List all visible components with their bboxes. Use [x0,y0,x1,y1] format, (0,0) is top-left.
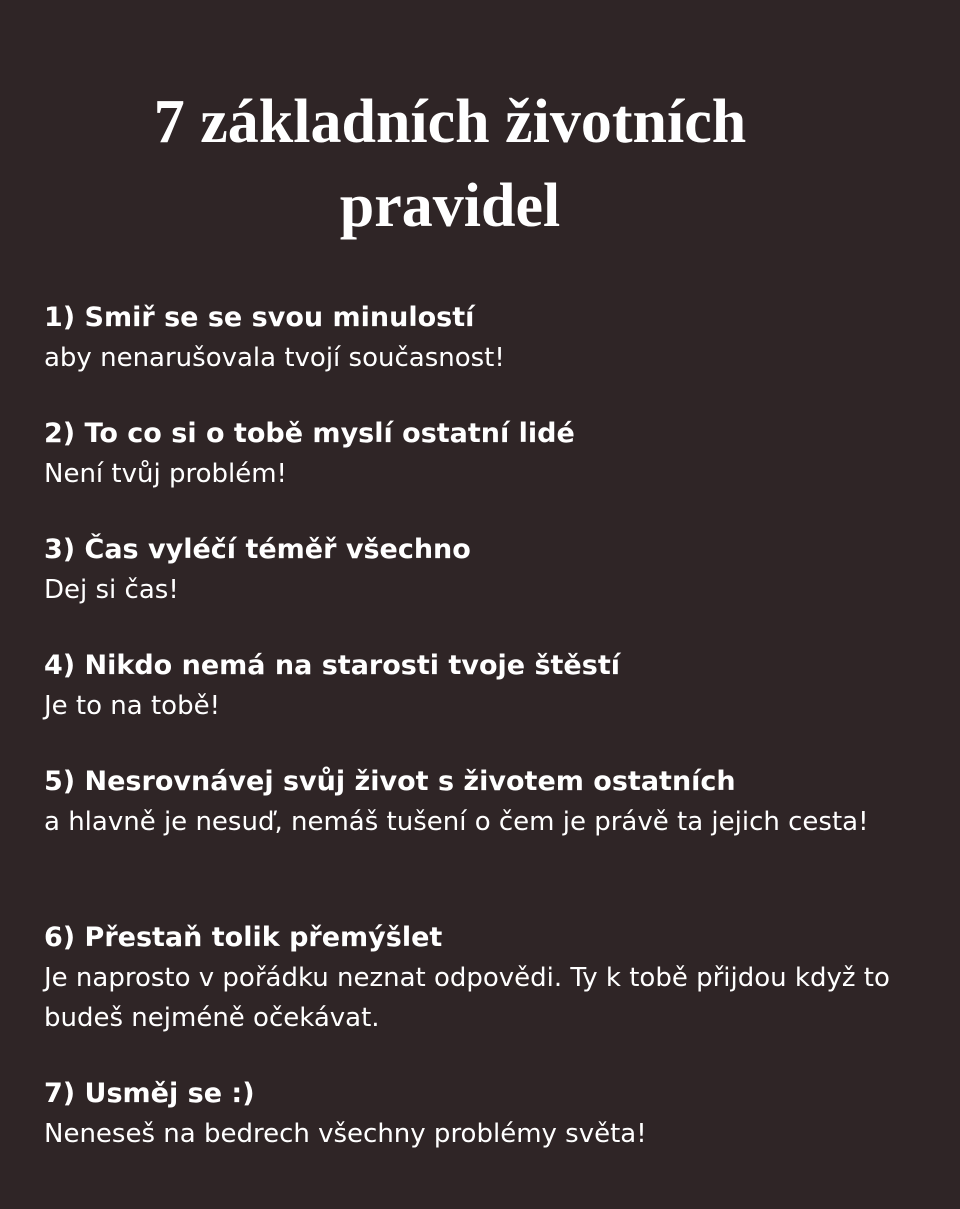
page-title [0,80,900,248]
rule-text: Neneseš na bedrech všechny problémy světa! [44,1119,647,1149]
rule-text: a hlavně je nesuď, nemáš tušení o čem je právě ta jejich cesta! [44,807,869,837]
rule-heading: 3) Čas vyléčí téměř všechno [44,534,471,565]
title-line-2: pravidel [339,172,561,240]
rule-heading: 2) To co si o tobě myslí ostatní lidé [44,418,575,449]
rule-text: Je to na tobě! [44,691,220,721]
rule-item-5 [44,762,924,842]
rule-item-6 [44,918,924,1038]
rule-heading: 6) Přestaň tolik přemýšlet [44,922,443,953]
rule-text: Není tvůj problém! [44,459,287,489]
rule-text: aby nenarušovala tvojí současnost! [44,343,505,373]
rule-text: Je naprosto v pořádku neznat odpovědi. Ty k tobě přijdou když to budeš nejméně očekávat. [44,963,890,1033]
rule-heading: 4) Nikdo nemá na starosti tvoje štěstí [44,650,620,681]
rule-text: Dej si čas! [44,575,179,605]
rule-item-7 [44,1074,924,1154]
rule-heading: 1) Smiř se se svou minulostí [44,302,475,333]
rule-item-2 [44,414,924,494]
rule-heading: 7) Usměj se :) [44,1078,255,1109]
rule-heading: 5) Nesrovnávej svůj život s životem ostatních [44,766,736,797]
rule-item-4 [44,646,924,726]
title-line-1: 7 základních životních [153,88,747,156]
rule-item-3 [44,530,924,610]
rule-item-1 [44,298,924,378]
